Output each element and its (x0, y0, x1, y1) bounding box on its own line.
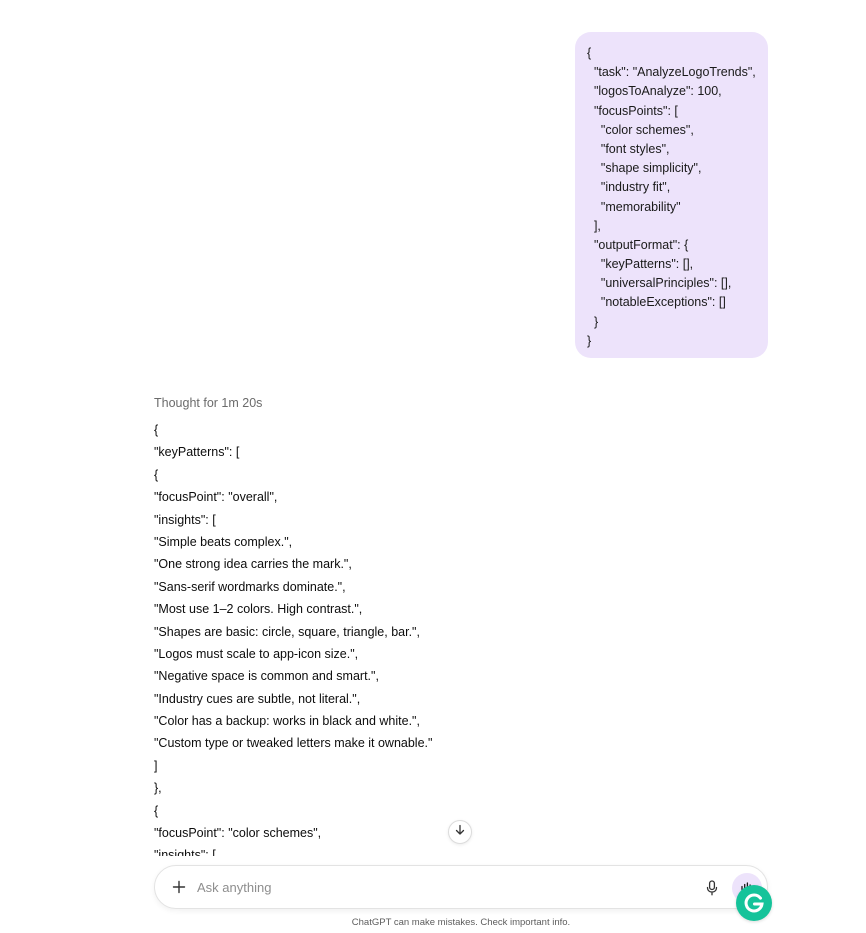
user-message-line: { (587, 46, 592, 60)
response-line: "insights": [ (154, 512, 216, 527)
user-message-line: "memorability" (587, 199, 681, 214)
user-message-line: "task": "AnalyzeLogoTrends", (587, 65, 756, 80)
response-line: "Most use 1–2 colors. High contrast.", (154, 602, 363, 617)
response-line: { (154, 803, 159, 818)
response-line: { (154, 467, 159, 482)
prompt-input[interactable] (197, 874, 677, 900)
user-message-line: "focusPoints": [ (587, 103, 678, 118)
response-line: "One strong idea carries the mark.", (154, 557, 352, 572)
scroll-to-bottom-button[interactable] (448, 820, 472, 844)
response-line: "focusPoint": "color schemes", (154, 826, 322, 841)
response-line: "Industry cues are subtle, not literal.", (154, 691, 361, 706)
user-message-line: "universalPrinciples": [], (587, 276, 732, 291)
response-line: { (154, 423, 159, 437)
response-line: "keyPatterns": [ (154, 445, 240, 460)
response-line: "Color has a backup: works in black and white.", (154, 714, 420, 729)
user-message-line: } (587, 314, 599, 329)
response-line: }, (154, 781, 162, 796)
thought-duration-toggle[interactable]: Thought for 1m 20s (154, 396, 263, 410)
assistant-response (154, 421, 432, 869)
user-message-line: "keyPatterns": [], (587, 257, 694, 272)
user-message-line: "notableExceptions": [] (587, 295, 726, 310)
arrow-down-icon (454, 823, 466, 841)
user-message-bubble (575, 32, 768, 358)
user-message-line: "shape simplicity", (587, 161, 702, 176)
response-line: "Shapes are basic: circle, square, triangle, bar.", (154, 624, 420, 639)
response-line: "focusPoint": "overall", (154, 490, 278, 505)
response-line: "Logos must scale to app-icon size.", (154, 646, 359, 661)
user-message-line: "industry fit", (587, 180, 671, 195)
response-line: "Simple beats complex.", (154, 534, 293, 549)
disclaimer-text: ChatGPT can make mistakes. Check important info. (351, 917, 571, 928)
composer (154, 865, 768, 909)
plus-icon[interactable] (169, 877, 189, 897)
user-message-line: "font styles", (587, 141, 670, 156)
user-message-line: "color schemes", (587, 122, 694, 137)
user-message-line: } (587, 333, 592, 348)
response-line: ] (154, 758, 158, 773)
grammarly-icon[interactable] (736, 885, 772, 921)
microphone-icon[interactable] (703, 878, 721, 898)
user-message-line: "outputFormat": { (587, 237, 689, 252)
response-line: "Sans-serif wordmarks dominate.", (154, 579, 346, 594)
response-line: "Negative space is common and smart.", (154, 669, 379, 684)
user-message-line: "logosToAnalyze": 100, (587, 84, 722, 99)
user-message-line: ], (587, 218, 601, 233)
response-line: "Custom type or tweaked letters make it ownable." (154, 736, 433, 751)
